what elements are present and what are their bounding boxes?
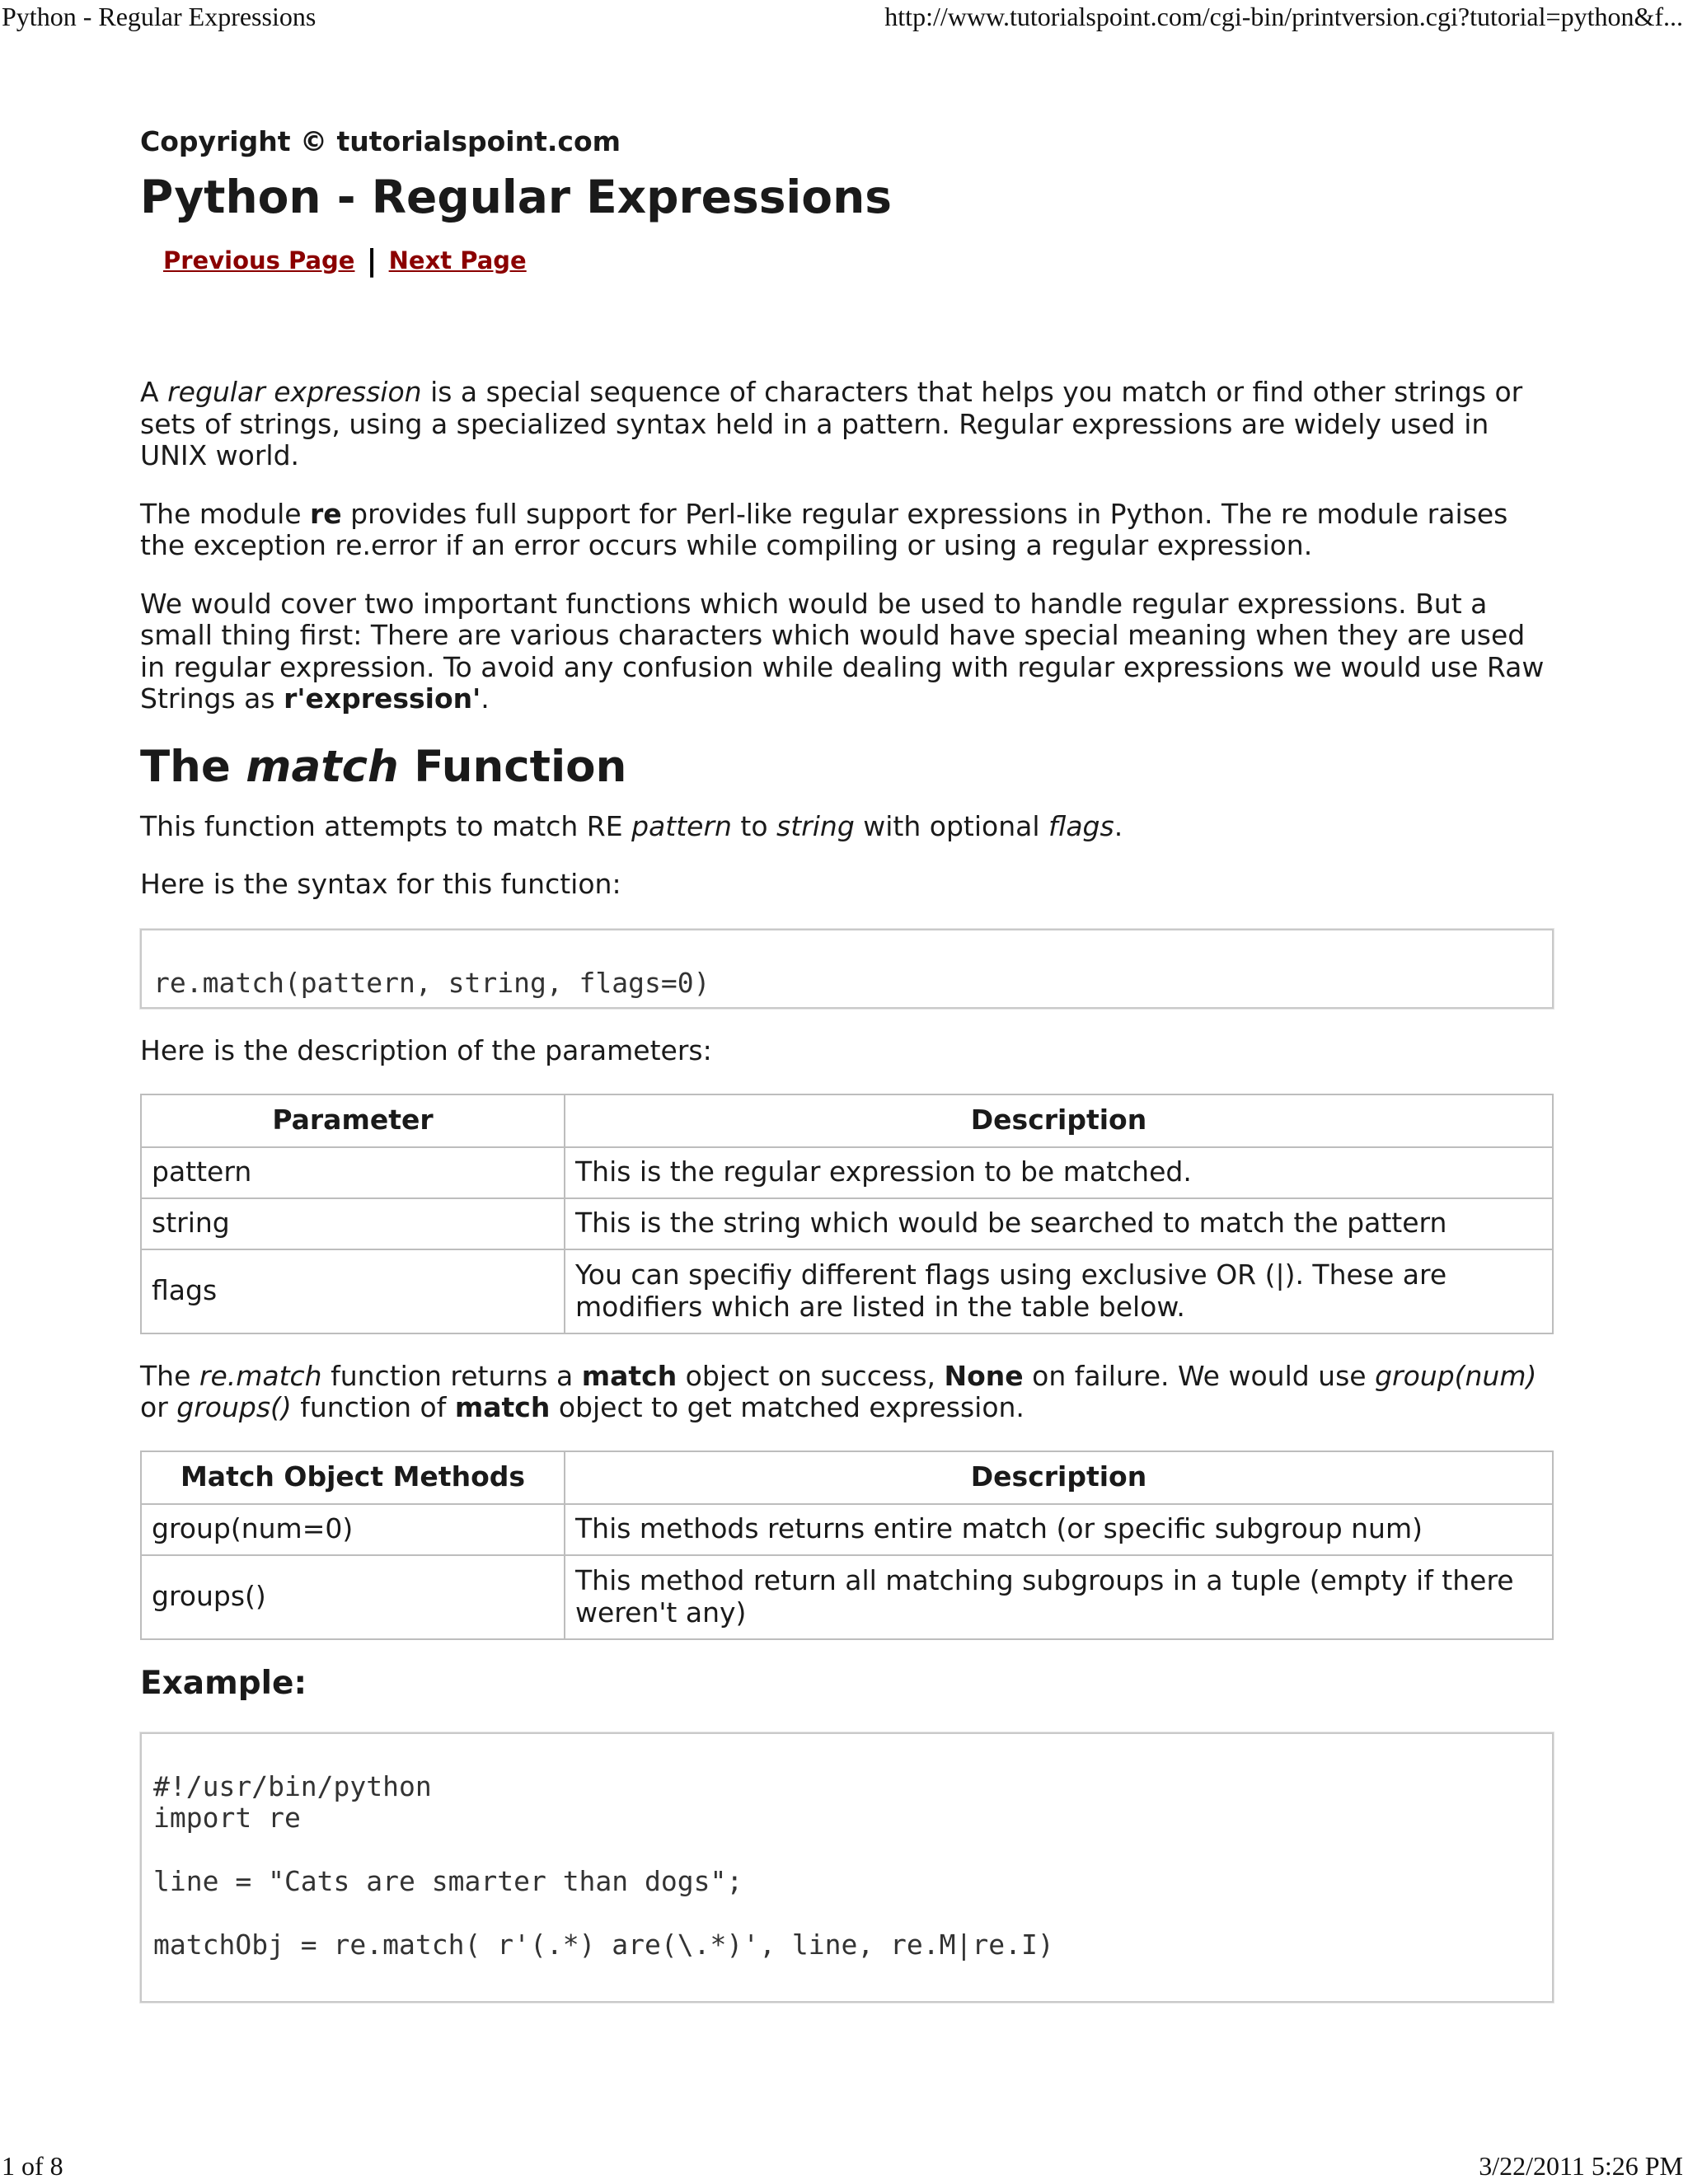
column-header: Description [565,1451,1553,1504]
method-description: This method return all matching subgroups in a tuple (empty if there weren't any) [565,1555,1553,1639]
parameter-name: flags [141,1249,565,1333]
table-row [141,1147,1553,1198]
match-object-methods-table [140,1451,1554,1640]
parameter-description: You can specifiy different flags using exclusive OR (|). These are modifiers which are listed in the table below. [565,1249,1553,1333]
intro-paragraph-2: The module re provides full support for Perl-like regular expressions in Python. The re module raises the exception re.error if an error occurs while compiling or using a regular expression. [140,497,1508,561]
example-code-block: #!/usr/bin/python import re line = "Cats are smarter than dogs"; matchObj = re.match( r'(.*) are(\.*)', line, re.M|re.I) [140,1732,1554,2003]
print-header-url: http://www.tutorialspoint.com/cgi-bin/printversion.cgi?tutorial=python&f... [884,2,1683,31]
syntax-code-block: re.match(pattern, string, flags=0) [140,929,1554,1010]
parameters-intro: Here is the description of the parameters: [140,1034,712,1066]
copyright-notice: Copyright © tutorialspoint.com [140,125,621,157]
page-title: Python - Regular Expressions [140,171,892,223]
match-function-description: This function attempts to match RE pattern to string with optional flags. [140,809,1123,842]
print-header-title: Python - Regular Expressions [2,2,316,31]
next-page-link[interactable]: Next Page [388,246,527,274]
table-row [141,1504,1553,1555]
intro-paragraph-3: We would cover two important functions which would be used to handle regular expressions. But a small thing first: There are various characters which would have special meaning when they are used in regular expression. To avoid any confusion while dealing with regular expressions we would use Raw Strings as r'expression'. [140,587,1545,715]
column-header: Match Object Methods [141,1451,565,1504]
return-value-paragraph: The re.match function returns a match object on success, None on failure. We would use group(num) or groups() function of match object to get matched expression. [140,1359,1537,1423]
table-header-row [141,1451,1553,1504]
parameter-name: string [141,1198,565,1249]
method-description: This methods returns entire match (or specific subgroup num) [565,1504,1553,1555]
print-header [0,0,1688,33]
table-row [141,1555,1553,1639]
parameters-table [140,1094,1554,1334]
parameter-description: This is the string which would be searched to match the pattern [565,1198,1553,1249]
article [140,124,1554,2003]
nav-separator: | [366,244,377,278]
column-header: Parameter [141,1094,565,1147]
intro-paragraph-1: A regular expression is a special sequence of characters that helps you match or find other strings or sets of strings, using a specialized syntax held in a pattern. Regular expressions are widely used in UNIX world. [140,376,1523,471]
match-function-heading: The match Function [140,741,627,792]
method-name: group(num=0) [141,1504,565,1555]
table-row [141,1198,1553,1249]
page-number: 1 of 8 [2,2151,63,2181]
page-navigation [163,244,1554,278]
syntax-intro: Here is the syntax for this function: [140,868,621,900]
method-name: groups() [141,1555,565,1639]
table-row [141,1249,1553,1333]
parameter-name: pattern [141,1147,565,1198]
parameter-description: This is the regular expression to be matched. [565,1147,1553,1198]
print-footer [0,2148,1688,2184]
previous-page-link[interactable]: Previous Page [163,246,355,274]
print-timestamp: 3/22/2011 5:26 PM [1479,2151,1683,2181]
column-header: Description [565,1094,1553,1147]
table-header-row [141,1094,1553,1147]
example-heading: Example: [140,1664,307,1702]
